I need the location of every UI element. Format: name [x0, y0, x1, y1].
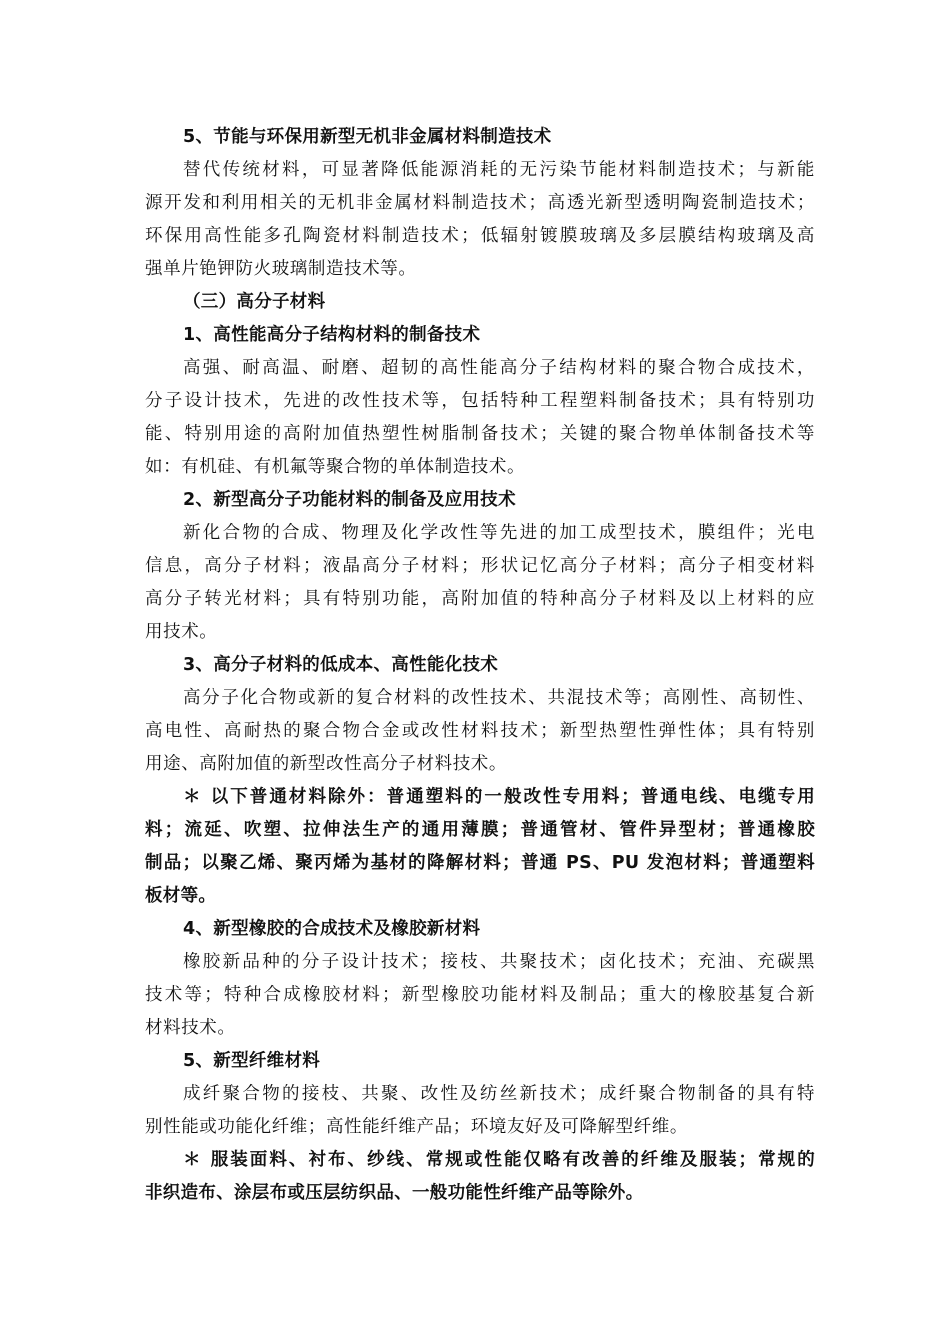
exclusion-note-line: 料；流延、吹塑、拉伸法生产的通用薄膜；普通管材、管件异型材；普通橡胶	[145, 820, 815, 840]
paragraph-line: 技术等；特种合成橡胶材料；新型橡胶功能材料及制品；重大的橡胶基复合新	[145, 985, 815, 1005]
exclusion-note-line: 非织造布、涂层布或压层纺织品、一般功能性纤维产品等除外。	[145, 1183, 644, 1203]
section-heading: 4、新型橡胶的合成技术及橡胶新材料	[183, 919, 481, 939]
section-heading: 2、新型高分子功能材料的制备及应用技术	[183, 490, 516, 510]
exclusion-note-line: 板材等。	[145, 886, 217, 906]
section-heading: 3、高分子材料的低成本、高性能化技术	[183, 655, 499, 675]
paragraph-line: 用技术。	[145, 622, 218, 642]
paragraph-line: 源开发和利用相关的无机非金属材料制造技术；高透光新型透明陶瓷制造技术；	[145, 193, 815, 213]
paragraph-line: 用途、高附加值的新型改性高分子材料技术。	[145, 754, 507, 774]
paragraph-line: 替代传统材料，可显著降低能源消耗的无污染节能材料制造技术；与新能	[183, 160, 815, 180]
paragraph-line: 信息，高分子材料；液晶高分子材料；形状记忆高分子材料；高分子相变材料	[145, 556, 815, 576]
paragraph-line: 橡胶新品种的分子设计技术；接枝、共聚技术；卤化技术；充油、充碳黑	[183, 952, 815, 972]
paragraph-line: 成纤聚合物的接枝、共聚、改性及纺丝新技术；成纤聚合物制备的具有特	[183, 1084, 815, 1104]
exclusion-note-line: ＊ 以下普通材料除外：普通塑料的一般改性专用料；普通电线、电缆专用	[183, 787, 815, 807]
exclusion-note-line: 制品；以聚乙烯、聚丙烯为基材的降解材料；普通 PS、PU 发泡材料；普通塑料	[145, 853, 815, 873]
section-heading: 5、新型纤维材料	[183, 1051, 321, 1071]
paragraph-line: 材料技术。	[145, 1018, 236, 1038]
paragraph-line: 高分子转光材料；具有特别功能，高附加值的特种高分子材料及以上材料的应	[145, 589, 815, 609]
section-heading: 5、节能与环保用新型无机非金属材料制造技术	[183, 127, 552, 147]
exclusion-note-line: ＊ 服装面料、衬布、纱线、常规或性能仅略有改善的纤维及服装；常规的	[183, 1150, 815, 1170]
section-heading: 1、高性能高分子结构材料的制备技术	[183, 325, 481, 345]
paragraph-line: 高分子化合物或新的复合材料的改性技术、共混技术等；高刚性、高韧性、	[183, 688, 815, 708]
paragraph-line: 如：有机硅、有机氟等聚合物的单体制造技术。	[145, 457, 526, 477]
paragraph-line: 高电性、高耐热的聚合物合金或改性材料技术；新型热塑性弹性体；具有特别	[145, 721, 815, 741]
paragraph-line: 高强、耐高温、耐磨、超韧的高性能高分子结构材料的聚合物合成技术，	[183, 358, 815, 378]
paragraph-line: 环保用高性能多孔陶瓷材料制造技术；低辐射镀膜玻璃及多层膜结构玻璃及高	[145, 226, 815, 246]
chapter-heading: （三）高分子材料	[183, 292, 326, 312]
paragraph-line: 新化合物的合成、物理及化学改性等先进的加工成型技术，膜组件；光电	[183, 523, 815, 543]
paragraph-line: 分子设计技术，先进的改性技术等，包括特种工程塑料制备技术；具有特别功	[145, 391, 815, 411]
paragraph-line: 强单片铯钾防火玻璃制造技术等。	[145, 259, 417, 279]
paragraph-line: 能、特别用途的高附加值热塑性树脂制备技术；关键的聚合物单体制备技术等	[145, 424, 815, 444]
paragraph-line: 别性能或功能化纤维；高性能纤维产品；环境友好及可降解型纤维。	[145, 1117, 688, 1137]
